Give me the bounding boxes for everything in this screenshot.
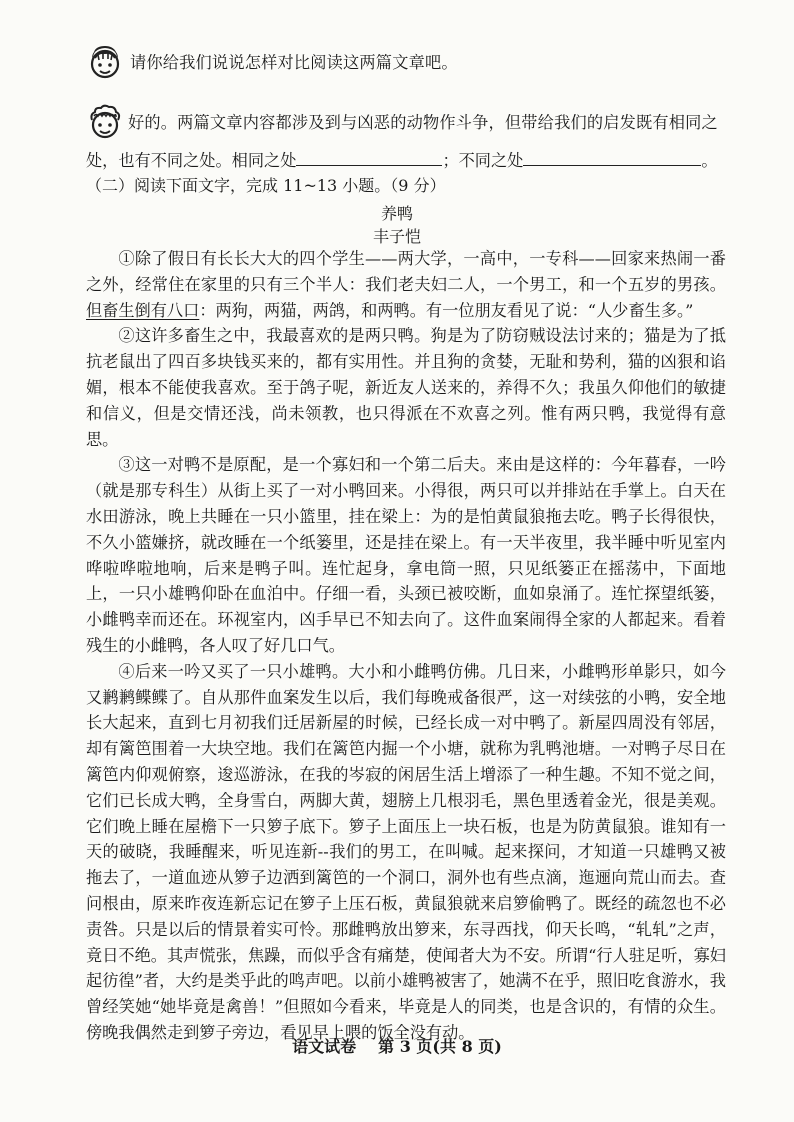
paragraph-3: ③这一对鸭不是原配，是一个寡妇和一个第二后夫。来由是这样的：今年暮春，一吟（就是那专科生）从街上买了一对小鸭回来。小得很，两只可以并排站在手掌上。白天在水田游泳，晚上共睡在一只小篮里，挂在梁上：为的是怕黄鼠狼拖去吃。鸭子长得很快，不久小篮嫌挤，就改睡在一个纸篓里，还是挂在梁上。有一天半夜里，我半睡中听见室内哗啦哗啦地响，后来是鸭子叫。连忙起身，拿电筒一照，只见纸篓正在摇荡中，下面地上，一只小雄鸭仰卧在血泊中。仔细一看，头颈已被咬断，血如泉涌了。连忙探望纸篓，小雌鸭幸而还在。环视室内，凶手早已不知去向了。这件血案闹得全家的人都起来。看着残生的小雌鸭，各人叹了好几口气。 [86, 455, 726, 655]
child-face-icon [86, 44, 124, 82]
section-heading: （二）阅读下面文字，完成 11~13 小题。（9 分） [86, 176, 446, 195]
article-body [86, 246, 726, 1046]
page-footer [0, 1034, 794, 1057]
paragraph-1 [86, 246, 726, 323]
answer-cont-a: 处，也有不同之处。相同之处 [86, 151, 297, 170]
answer-continuation [86, 146, 726, 176]
paragraph-2: ②这许多畜生之中，我最喜欢的是两只鸭。狗是为了防窃贼设法讨来的；猫是为了抵抗老鼠出了四百多块钱买来的，都有实用性。并且狗的贪婪，无耻和势利，猫的凶狠和谄媚，根本不能使我喜欢。至于鸽子呢，新近友人送来的，养得不久；我虽久仰他们的敏捷和信义，但是交情还浅，尚未领教，也只得派在不欢喜之列。惟有两只鸭，我觉得有意思。 [86, 326, 726, 449]
p1-c: ：两狗，两猫，两鸽，和两鸭。有一位朋友看见了说：“人少畜生多。” [199, 300, 694, 320]
underlined-sentence: 但畜生倒有八口 [86, 300, 200, 320]
difference-blank[interactable] [523, 147, 701, 166]
footer-page-number: 第 3 页(共 8 页) [378, 1037, 502, 1056]
p1-a: ①除了假日有长长大大的四个学生——两大学，一高中，一专科——回家来热闹一番之外，经常住在家里的只有三个半人：我们老夫妇二人，一个男工，和一个五岁的男孩。 [86, 249, 726, 294]
dialog-answer-text: 好的。两篇文章内容都涉及到与凶恶的动物作斗争，但带给我们的启发既有相同之 [128, 113, 718, 132]
child-curly-hair-icon [86, 104, 124, 142]
similarity-blank[interactable] [296, 147, 442, 166]
article-author: 丰子恺 [372, 227, 421, 246]
article-title: 养鸭 [380, 204, 413, 223]
paragraph-4: ④后来一吟又买了一只小雄鸭。大小和小雌鸭仿佛。几日来，小雌鸭形单影只，如今又鹣鹣鲽鲽了。自从那件血案发生以后，我们每晚戒备很严，这一对续弦的小鸭，安全地长大起来，直到七月初我们迁居新屋的时候，已经长成一对中鸭了。新屋四周没有邻居，却有篱笆围着一大块空地。我们在篱笆内掘一个小塘，就称为乳鸭池塘。一对鸭子尽日在篱笆内仰观俯察，逡巡游泳，在我的岑寂的闲居生活上增添了一种生趣。不知不觉之间，它们已长成大鸭，全身雪白，两脚大黄，翅膀上几根羽毛，黑色里透着金光，很是美观。它们晚上睡在屋檐下一只箩子底下。箩子上面压上一块石板，也是为防黄鼠狼。谁知有一天的破晓，我睡醒来，听见连新--我们的男工，在叫喊。起来探问，才知道一只雄鸭又被拖去了，一道血迹从箩子边洒到篱笆的一个洞口，洞外也有些点滴，迤逦向荒山而去。查问根由，原来昨夜连新忘记在箩子上压石板，黄鼠狼就来启箩偷鸭了。既经的疏忽也不必责咎。只是以后的情景着实可怜。那雌鸭放出箩来，东寻西找，仰天长鸣，“轧轧”之声，竟日不绝。其声慌张，焦躁，而似乎含有痛楚，使闻者大为不安。所谓“行人驻足听，寡妇起彷徨”者，大约是类乎此的鸣声吧。以前小雄鸭被害了，她满不在乎，照旧吃食游水，我曾经笑她“她毕竟是禽兽！”但照如今看来，毕竟是人的同类，也是含识的，有情的众生。傍晚我偶然走到箩子旁边，看见早上喂的饭全没有动。 [86, 661, 726, 1042]
answer-cont-c: 。 [701, 151, 718, 170]
answer-cont-b: ；不同之处 [442, 151, 524, 170]
dialog-answer [86, 104, 726, 142]
footer-subject: 语文试卷 [292, 1037, 357, 1056]
dialog-question [86, 44, 458, 82]
dialog-question-text: 请你给我们说说怎样对比阅读这两篇文章吧。 [130, 53, 458, 72]
